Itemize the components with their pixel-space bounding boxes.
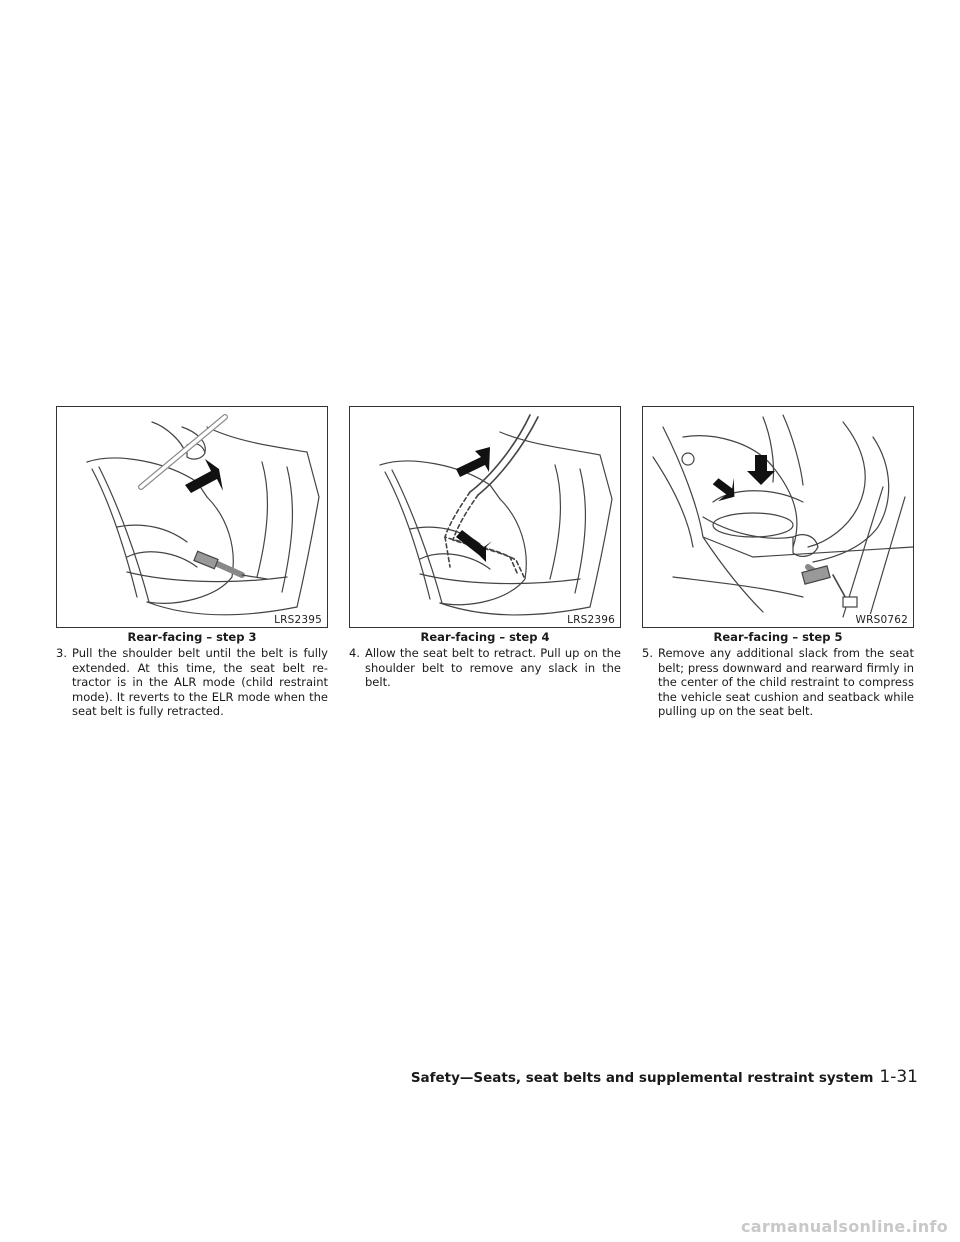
step-number: 4. (349, 646, 360, 660)
figure-caption: Rear-facing – step 3 (127, 630, 257, 644)
figure-step-5 (642, 406, 914, 628)
figure-caption: Rear-facing – step 5 (713, 630, 843, 644)
figure-caption: Rear-facing – step 4 (420, 630, 550, 644)
watermark: carmanualsonline.info (740, 1217, 948, 1236)
step-4-text (349, 646, 621, 690)
figure-step-4 (349, 406, 621, 628)
illustration-step-4 (350, 407, 620, 627)
step-4-column (349, 406, 621, 690)
figure-code: WRS0762 (855, 614, 908, 626)
step-3-text (56, 646, 328, 719)
figure-step-3 (56, 406, 328, 628)
step-body: Allow the seat belt to retract. Pull up on the shoulder belt to remove any slack in the belt. (365, 646, 621, 689)
figure-code: LRS2395 (274, 614, 322, 626)
step-3-column (56, 406, 328, 719)
illustration-step-3 (57, 407, 327, 627)
step-number: 3. (56, 646, 67, 660)
step-body: Remove any additional slack from the seat belt; press downward and rearward firmly in the center of the child restraint to compress the vehicle seat cushion and seatback while pulling up on the seat belt. (658, 646, 914, 718)
page-footer (411, 1067, 918, 1091)
illustration-step-5 (643, 407, 913, 627)
figure-code: LRS2396 (567, 614, 615, 626)
step-5-column (642, 406, 914, 719)
step-number: 5. (642, 646, 653, 660)
step-5-text (642, 646, 914, 719)
page-number: 1-31 (879, 1067, 918, 1087)
step-body: Pull the shoulder belt until the belt is fully extended. At this time, the seat belt re-tractor is in the ALR mode (child restraint mode). It reverts to the ELR mode when the seat belt is fully retracted. (72, 646, 328, 718)
section-title: Safety—Seats, seat belts and supplemental restraint system (410, 1070, 874, 1086)
